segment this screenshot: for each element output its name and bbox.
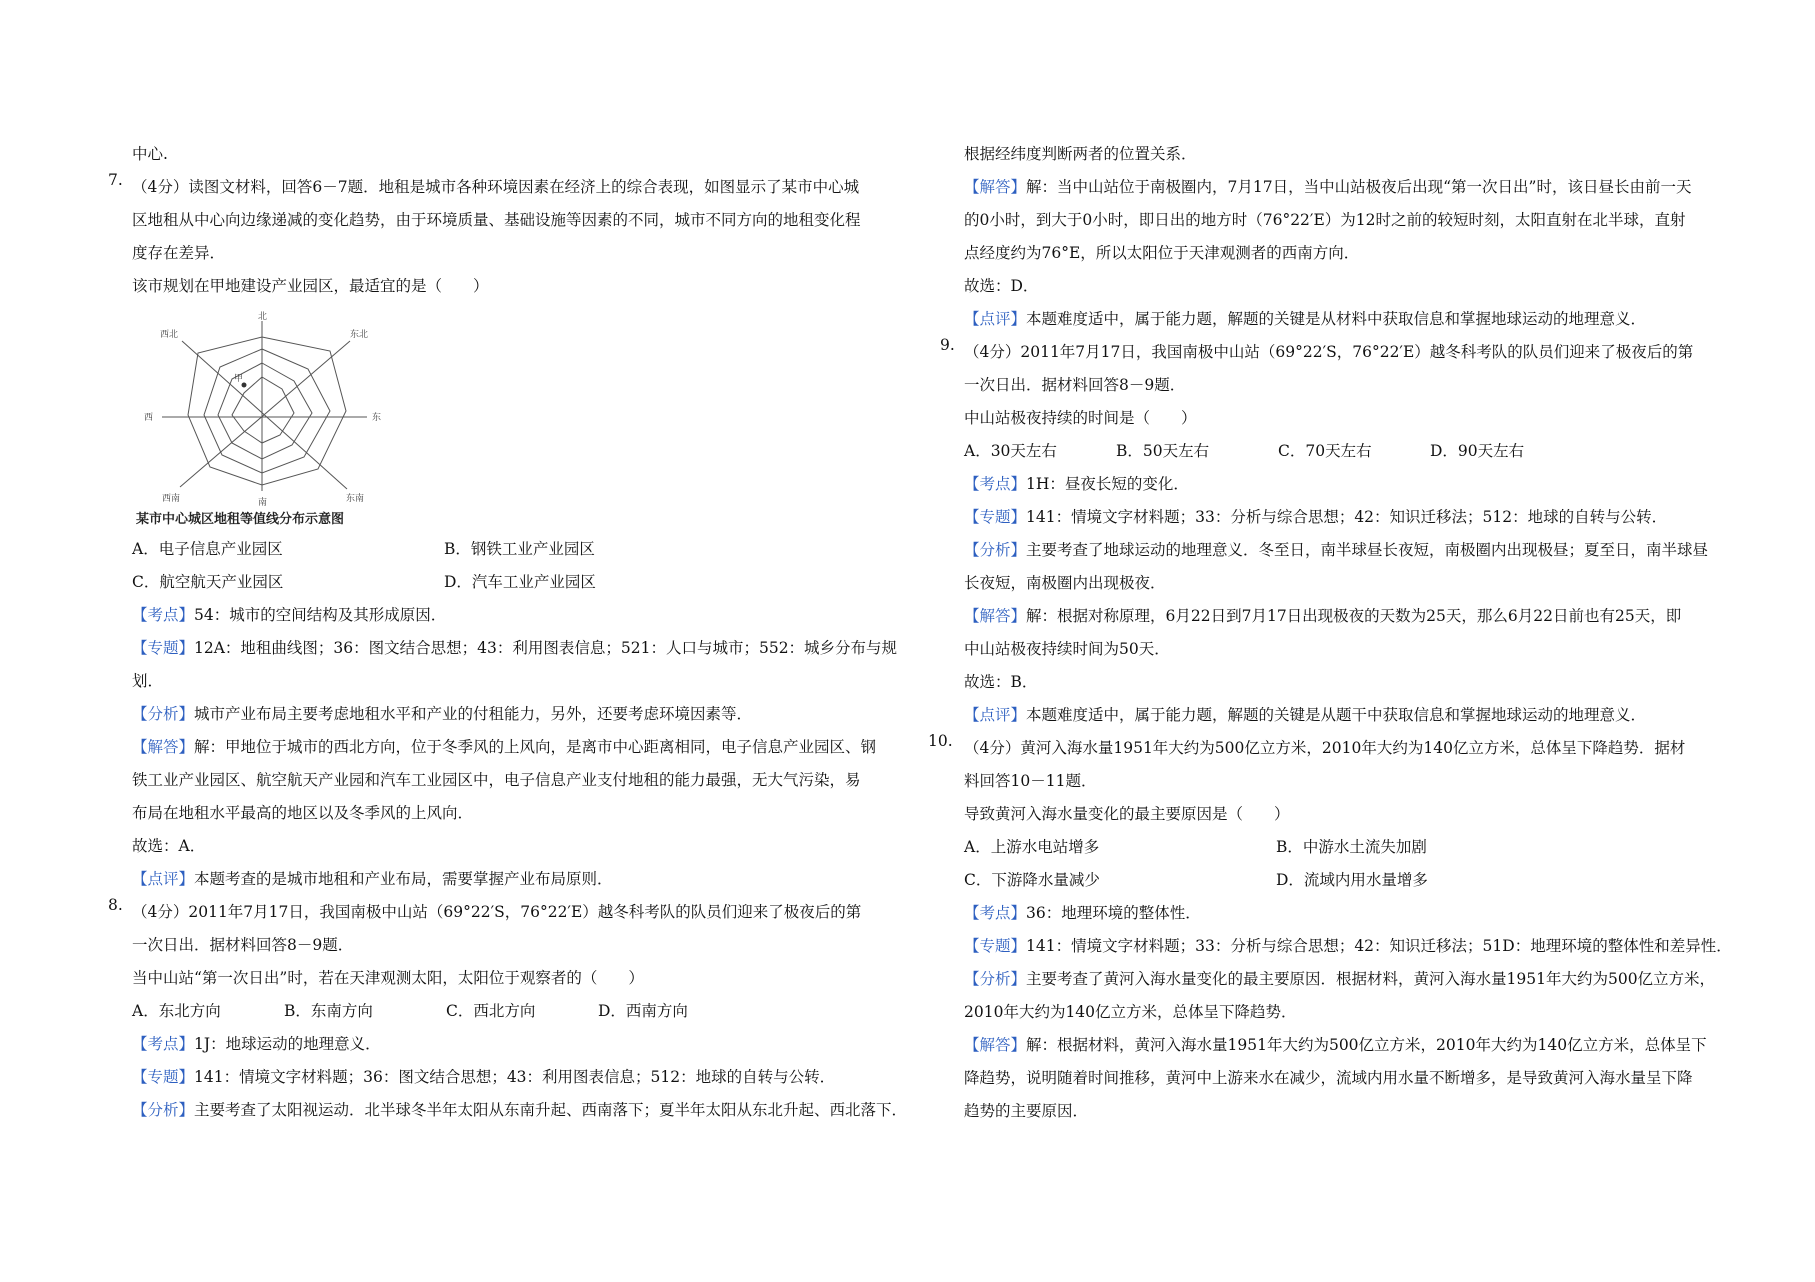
dir-ne-label: 东北 bbox=[350, 330, 369, 340]
fenxi-text: 主要考查了太阳视运动．北半球冬半年太阳从东南升起、西南落下；夏半年太阳从东北升起、西北落下． bbox=[194, 1101, 908, 1119]
option-row bbox=[132, 533, 908, 566]
text-line: 趋势的主要原因． bbox=[964, 1102, 1089, 1120]
jieda-text: 解：根据对称原理，6月22日到7月17日出现极夜的天数为25天，那么6月22日前也有25天，即 bbox=[1026, 607, 1682, 625]
zhuanti-text: 141：情境文字材料题；33：分析与综合思想；42：知识迁移法；51D：地理环境的整体性和差异性． bbox=[1026, 937, 1732, 955]
tag-jieda: 【解答】 bbox=[132, 738, 195, 756]
text-line: （4分）读图文材料，回答6－7题．地租是城市各种环境因素在经济上的综合表现，如图显示了某市中心城 bbox=[132, 178, 860, 196]
answer-fenxi bbox=[964, 534, 1730, 567]
question-8 bbox=[108, 896, 908, 1127]
answer-zhuanti bbox=[964, 501, 1730, 534]
land-rent-figure bbox=[132, 309, 552, 529]
text-line: （4分）2011年7月17日，我国南极中山站（69°22′S，76°22′E）越冬科考队的队员们迎来了极夜后的第 bbox=[132, 903, 862, 921]
dir-nw-label: 西北 bbox=[160, 330, 179, 340]
question-8-continued bbox=[940, 138, 1730, 336]
dir-south-label: 南 bbox=[258, 498, 268, 508]
zhuanti-text: 141：情境文字材料题；36：图文结合思想；43：利用图表信息；512：地球的自转与公转． bbox=[194, 1068, 836, 1086]
option-c[interactable]: C．西北方向 bbox=[446, 1002, 536, 1020]
question-stem: 中山站极夜持续的时间是（ ） bbox=[964, 409, 1197, 427]
option-d[interactable]: D．90天左右 bbox=[1430, 442, 1525, 460]
option-c[interactable]: C．下游降水量减少 bbox=[964, 871, 1100, 889]
option-row bbox=[964, 831, 1730, 864]
kaodian-text: 54：城市的空间结构及其形成原因． bbox=[194, 606, 447, 624]
tag-zhuanti: 【专题】 bbox=[964, 937, 1027, 955]
option-d[interactable]: D．西南方向 bbox=[598, 1002, 688, 1020]
answer-fenxi bbox=[132, 698, 908, 731]
kaodian-text: 1J：地球运动的地理意义． bbox=[194, 1035, 381, 1053]
tag-jieda: 【解答】 bbox=[964, 1036, 1027, 1054]
tag-jieda: 【解答】 bbox=[964, 607, 1027, 625]
axis-ne-sw bbox=[180, 341, 350, 487]
left-column bbox=[108, 138, 908, 1127]
answer-choice: 故选：B． bbox=[964, 673, 1038, 691]
text-line: 中山站极夜持续时间为50天． bbox=[964, 640, 1170, 658]
tag-fenxi: 【分析】 bbox=[964, 541, 1027, 559]
text-line: 长夜短，南极圈内出现极夜． bbox=[964, 574, 1166, 592]
tag-fenxi: 【分析】 bbox=[132, 1101, 195, 1119]
zhuanti-text: 12A：地租曲线图；36：图文结合思想；43：利用图表信息；521：人口与城市；552：城乡分布与规 bbox=[194, 639, 898, 657]
option-a[interactable]: A．30天左右 bbox=[964, 442, 1057, 460]
kaodian-text: 1H：昼夜长短的变化． bbox=[1026, 475, 1189, 493]
text-line: 布局在地租水平最高的地区以及冬季风的上风向． bbox=[132, 804, 474, 822]
tag-kaodian: 【考点】 bbox=[964, 904, 1027, 922]
jieda-text: 解：当中山站位于南极圈内，7月17日，当中山站极夜后出现“第一次日出”时，该日昼长由前一天 bbox=[1026, 178, 1692, 196]
answer-jieda bbox=[964, 171, 1730, 204]
dir-sw-label: 西南 bbox=[162, 494, 181, 504]
question-10 bbox=[928, 732, 1732, 1128]
question-number: 10. bbox=[928, 732, 953, 750]
dir-east-label: 东 bbox=[372, 413, 382, 423]
text-line: 一次日出．据材料回答8－9题． bbox=[964, 376, 1186, 394]
question-number: 9. bbox=[940, 336, 955, 354]
dir-se-label: 东南 bbox=[346, 494, 365, 504]
jieda-text: 解：根据材料，黄河入海水量1951年大约为500亿立方米，2010年大约为140亿立方米，总体呈下 bbox=[1026, 1036, 1707, 1054]
answer-dianping bbox=[964, 699, 1730, 732]
tag-zhuanti: 【专题】 bbox=[132, 1068, 195, 1086]
answer-kaodian bbox=[132, 1028, 908, 1061]
tag-zhuanti: 【专题】 bbox=[132, 639, 195, 657]
answer-fenxi bbox=[132, 1094, 908, 1127]
answer-zhuanti bbox=[132, 1061, 908, 1094]
option-c[interactable]: C．70天左右 bbox=[1278, 442, 1372, 460]
text-line: 根据经纬度判断两者的位置关系． bbox=[964, 145, 1197, 163]
text-line: 度存在差异． bbox=[132, 244, 226, 262]
land-rent-contour-diagram bbox=[132, 309, 552, 529]
text-line: 降趋势，说明随着时间推移，黄河中上游来水在减少，流域内用水量不断增多，是导致黄河入海水量呈下降 bbox=[964, 1069, 1693, 1087]
answer-jieda bbox=[964, 1029, 1730, 1062]
zhuanti-text: 141：情境文字材料题；33：分析与综合思想；42：知识迁移法；512：地球的自转与公转． bbox=[1026, 508, 1668, 526]
option-d[interactable]: D．流域内用水量增多 bbox=[1276, 871, 1428, 889]
jieda-text: 解：甲地位于城市的西北方向，位于冬季风的上风向，是离市中心距离相同，电子信息产业园区、钢 bbox=[194, 738, 877, 756]
dianping-text: 本题考查的是城市地租和产业布局，需要掌握产业布局原则． bbox=[194, 870, 613, 888]
tag-jieda: 【解答】 bbox=[964, 178, 1027, 196]
answer-kaodian bbox=[964, 897, 1730, 930]
question-stem: 当中山站“第一次日出”时，若在天津观测太阳，太阳位于观察者的（ ） bbox=[132, 969, 644, 987]
answer-fenxi bbox=[964, 963, 1730, 996]
answer-choice: 故选：D． bbox=[964, 277, 1039, 295]
question-stem: 该市规划在甲地建设产业园区，最适宜的是（ ） bbox=[132, 277, 489, 295]
tag-kaodian: 【考点】 bbox=[132, 1035, 195, 1053]
option-a[interactable]: A．东北方向 bbox=[132, 1002, 221, 1020]
right-column bbox=[928, 138, 1732, 1128]
text-line: 划． bbox=[132, 672, 164, 690]
text-line: 2010年大约为140亿立方米，总体呈下降趋势． bbox=[964, 1003, 1297, 1021]
answer-jieda bbox=[132, 731, 908, 764]
answer-choice: 故选：A． bbox=[132, 837, 206, 855]
answer-kaodian bbox=[132, 599, 908, 632]
kaodian-text: 36：地理环境的整体性． bbox=[1026, 904, 1201, 922]
text-line: 区地租从中心向边缘递减的变化趋势，由于环境质量、基础设施等因素的不同，城市不同方向的地租变化程 bbox=[132, 211, 861, 229]
option-a[interactable]: A．上游水电站增多 bbox=[964, 838, 1100, 856]
contour-line bbox=[188, 337, 346, 485]
tag-dianping: 【点评】 bbox=[964, 310, 1027, 328]
question-7-options bbox=[108, 533, 908, 896]
fenxi-text: 城市产业布局主要考虑地租水平和产业的付租能力，另外，还要考虑环境因素等． bbox=[194, 705, 753, 723]
answer-jieda bbox=[964, 600, 1730, 633]
option-row bbox=[964, 864, 1730, 897]
tag-dianping: 【点评】 bbox=[132, 870, 195, 888]
fenxi-text: 主要考查了地球运动的地理意义．冬至日，南半球昼长夜短，南极圈内出现极昼；夏至日，南半球昼 bbox=[1026, 541, 1709, 559]
tag-kaodian: 【考点】 bbox=[132, 606, 195, 624]
answer-dianping bbox=[964, 303, 1730, 336]
option-d[interactable]: D．汽车工业产业园区 bbox=[444, 573, 596, 591]
question-stem: 导致黄河入海水量变化的最主要原因是（ ） bbox=[964, 805, 1290, 823]
dianping-text: 本题难度适中，属于能力题，解题的关键是从材料中获取信息和掌握地球运动的地理意义． bbox=[1026, 310, 1647, 328]
option-b[interactable]: B．钢铁工业产业园区 bbox=[444, 540, 595, 558]
option-row bbox=[132, 995, 908, 1028]
answer-zhuanti bbox=[964, 930, 1730, 963]
site-jia-label: 甲 bbox=[234, 374, 244, 384]
question-number: 7. bbox=[108, 171, 123, 189]
answer-zhuanti bbox=[132, 632, 908, 665]
fenxi-text: 主要考查了黄河入海水量变化的最主要原因．根据材料，黄河入海水量1951年大约为500亿立方米， bbox=[1026, 970, 1716, 988]
tag-fenxi: 【分析】 bbox=[964, 970, 1027, 988]
text-line: 铁工业产业园区、航空航天产业园和汽车工业园区中，电子信息产业支付地租的能力最强，无大气污染，易 bbox=[132, 771, 861, 789]
question-7 bbox=[108, 171, 908, 303]
text-line: 料回答10－11题． bbox=[964, 772, 1097, 790]
question-number: 8. bbox=[108, 896, 123, 914]
option-b[interactable]: B．东南方向 bbox=[284, 1002, 373, 1020]
answer-dianping bbox=[132, 863, 908, 896]
text-line: 点经度约为76°E，所以太阳位于天津观测者的西南方向． bbox=[964, 244, 1360, 262]
option-row bbox=[964, 435, 1730, 468]
text-line: 一次日出．据材料回答8－9题． bbox=[132, 936, 354, 954]
option-b[interactable]: B．50天左右 bbox=[1116, 442, 1210, 460]
answer-kaodian bbox=[964, 468, 1730, 501]
tag-zhuanti: 【专题】 bbox=[964, 508, 1027, 526]
option-a[interactable]: A．电子信息产业园区 bbox=[132, 540, 283, 558]
dir-north-label: 北 bbox=[258, 312, 268, 322]
tag-dianping: 【点评】 bbox=[964, 706, 1027, 724]
dir-west-label: 西 bbox=[144, 413, 154, 423]
text-line: 的0小时，到大于0小时，即日出的地方时（76°22′E）为12时之前的较短时刻，太阳直射在北半球，直射 bbox=[964, 211, 1686, 229]
text-line: 中心. bbox=[132, 145, 168, 163]
option-c[interactable]: C．航空航天产业园区 bbox=[132, 573, 284, 591]
option-row bbox=[132, 566, 908, 599]
dianping-text: 本题难度适中，属于能力题，解题的关键是从题干中获取信息和掌握地球运动的地理意义． bbox=[1026, 706, 1647, 724]
figure-caption: 某市中心城区地租等值线分布示意图 bbox=[136, 512, 345, 527]
option-b[interactable]: B．中游水土流失加剧 bbox=[1276, 838, 1427, 856]
tag-kaodian: 【考点】 bbox=[964, 475, 1027, 493]
text-line: （4分）2011年7月17日，我国南极中山站（69°22′S，76°22′E）越冬科考队的队员们迎来了极夜后的第 bbox=[964, 343, 1694, 361]
question-9 bbox=[940, 336, 1730, 732]
text-line: （4分）黄河入海水量1951年大约为500亿立方米，2010年大约为140亿立方米，总体呈下降趋势．据材 bbox=[964, 739, 1686, 757]
tag-fenxi: 【分析】 bbox=[132, 705, 195, 723]
